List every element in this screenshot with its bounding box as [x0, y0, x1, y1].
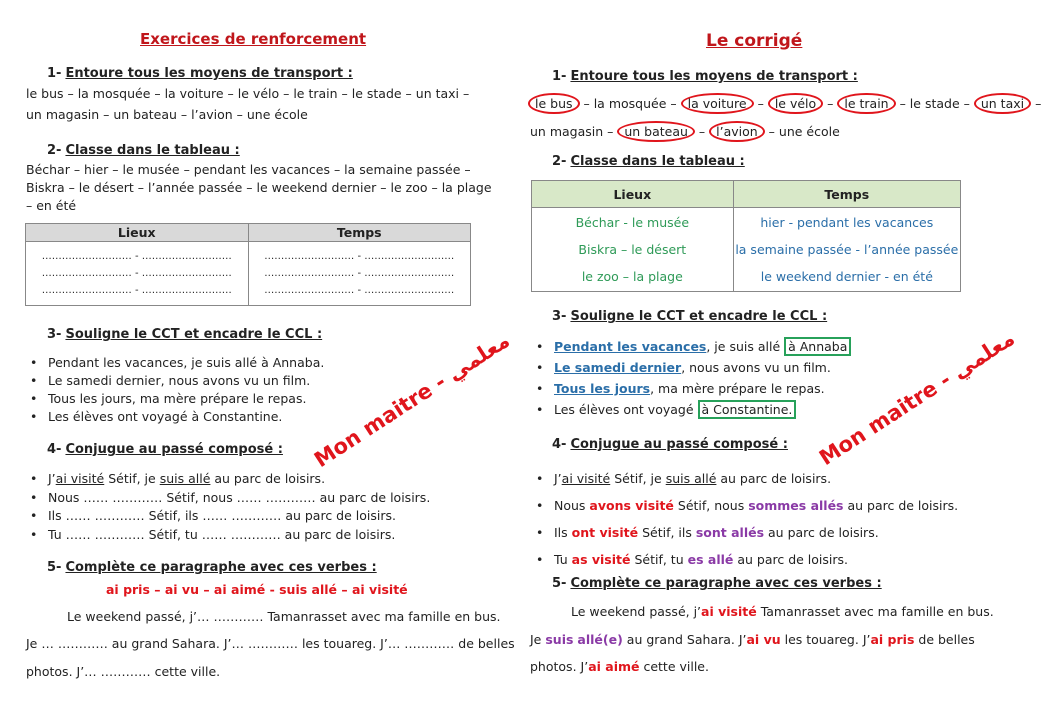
- left-s2-line2: Biskra – le désert – l’année passée – le weekend dernier – le zoo – la plage: [26, 180, 492, 195]
- left-watermark: Mon maitre - معلمي: [310, 328, 514, 473]
- right-classify-table: [531, 180, 961, 292]
- table-cell-value: Biskra – le désert: [578, 242, 687, 257]
- right-s5-p1: Le weekend passé, j’ai visité Tamanrasset avec ma famille en bus.: [571, 604, 994, 619]
- list-item: • J’ai visité Sétif, je suis allé au parc de loisirs.: [26, 470, 430, 489]
- circled-word: la voiture: [681, 93, 754, 114]
- list-item: • Le samedi dernier, nous avons vu un film.: [26, 372, 324, 390]
- left-section-1-label: Entoure tous les moyens de transport :: [65, 66, 353, 81]
- left-classify-table: [25, 223, 471, 306]
- left-s2-line1: Béchar – hier – le musée – pendant les vacances – la semaine passée –: [26, 162, 471, 177]
- table-cell-value: la semaine passée - l’année passée: [735, 242, 959, 257]
- left-section-5-heading: [47, 560, 377, 575]
- left-section-5-label: Complète ce paragraphe avec ces verbes :: [65, 560, 377, 575]
- left-s3-list: [26, 354, 324, 426]
- list-item: • Pendant les vacances, je suis allé à Annaba.: [26, 354, 324, 372]
- table-cell-value: Béchar - le musée: [575, 215, 690, 230]
- circled-word: un taxi: [974, 93, 1031, 114]
- left-section-3-heading: [47, 327, 322, 342]
- left-s2-line3: – en été: [26, 198, 77, 213]
- left-section-2-label: Classe dans le tableau :: [65, 143, 240, 158]
- list-item: • Tu as visité Sétif, tu es allé au parc de loisirs.: [532, 546, 958, 573]
- right-section-4-heading: [552, 437, 788, 452]
- right-col-lieux: Lieux: [532, 181, 734, 208]
- right-s4-list: [532, 465, 958, 573]
- left-s4-list: [26, 470, 430, 544]
- left-section-3-number: 3-: [47, 327, 62, 342]
- right-section-5-number: 5-: [552, 576, 567, 591]
- right-col-temps: Temps: [733, 181, 960, 208]
- circled-word: le vélo: [768, 93, 823, 114]
- list-item: • Ils ont visité Sétif, ils sont allés au parc de loisirs.: [532, 519, 958, 546]
- left-s1-line2: un magasin – un bateau – l’avion – une école: [26, 107, 308, 122]
- right-s1-line1: le bus – la mosquée – la voiture – le vélo – le train – le stade – un taxi –: [528, 96, 1041, 111]
- list-item: • Nous avons visité Sétif, nous sommes allés au parc de loisirs.: [532, 492, 958, 519]
- left-section-2-heading: [47, 143, 240, 158]
- circled-word: le bus: [528, 93, 580, 114]
- left-temps-blanks[interactable]: ……………………… - ……………………… ……………………… - ……………………… ……………………… - ………………………: [248, 242, 471, 306]
- right-watermark: Mon maitre - معلمي: [815, 326, 1019, 471]
- right-title: Le corrigé: [706, 31, 803, 51]
- right-section-1-number: 1-: [552, 69, 567, 84]
- list-item: • Pendant les vacances, je suis allé à Annaba: [532, 336, 851, 357]
- left-section-1-number: 1-: [47, 66, 62, 81]
- right-section-5-label: Complète ce paragraphe avec ces verbes :: [570, 576, 882, 591]
- list-item: • Le samedi dernier, nous avons vu un film.: [532, 357, 851, 378]
- left-s5-p2[interactable]: Je … ………… au grand Sahara. J’… ………… les touareg. J’… ………… de belles: [26, 636, 515, 651]
- list-item[interactable]: • Ils …… ………… Sétif, ils …… ………… au parc de loisirs.: [26, 507, 430, 526]
- left-section-5-number: 5-: [47, 560, 62, 575]
- left-col-lieux: Lieux: [26, 224, 249, 242]
- table-cell-value: le weekend dernier - en été: [760, 269, 933, 284]
- list-item: • J’ai visité Sétif, je suis allé au parc de loisirs.: [532, 465, 958, 492]
- left-section-3-label: Souligne le CCT et encadre le CCL :: [65, 327, 323, 342]
- right-lieux-cell: [532, 208, 734, 292]
- right-section-2-number: 2-: [552, 154, 567, 169]
- table-cell-value: le zoo – la plage: [581, 269, 683, 284]
- circled-word: un bateau: [617, 121, 695, 142]
- list-item[interactable]: • Nous …… ………… Sétif, nous …… ………… au parc de loisirs.: [26, 489, 430, 508]
- list-item: • Les élèves ont voyagé à Constantine.: [26, 408, 324, 426]
- left-title: Exercices de renforcement: [140, 30, 367, 48]
- right-section-3-label: Souligne le CCT et encadre le CCL :: [570, 309, 828, 324]
- left-section-2-number: 2-: [47, 143, 62, 158]
- list-item: • Tous les jours, ma mère prépare le repas.: [26, 390, 324, 408]
- left-s1-line1: le bus – la mosquée – la voiture – le vélo – le train – le stade – un taxi –: [26, 86, 470, 101]
- right-s1-line2: un magasin – un bateau – l’avion – une école: [530, 124, 840, 139]
- right-section-4-label: Conjugue au passé composé :: [570, 437, 788, 452]
- list-item[interactable]: • Tu …… ………… Sétif, tu …… ………… au parc de loisirs.: [26, 526, 430, 545]
- right-section-3-heading: [552, 309, 827, 324]
- right-section-3-number: 3-: [552, 309, 567, 324]
- right-section-1-label: Entoure tous les moyens de transport :: [570, 69, 858, 84]
- left-section-1-heading: [47, 66, 353, 81]
- left-s5-p3[interactable]: photos. J’… ………… cette ville.: [26, 664, 221, 679]
- left-section-4-heading: [47, 442, 283, 457]
- right-s5-p3: photos. J’ai aimé cette ville.: [530, 659, 709, 674]
- right-s5-p2: Je suis allé(e) au grand Sahara. J’ai vu les touareg. J’ai pris de belles: [530, 632, 975, 647]
- right-section-2-heading: [552, 154, 745, 169]
- left-lieux-blanks[interactable]: ……………………… - ……………………… ……………………… - ……………………… ……………………… - ………………………: [26, 242, 249, 306]
- list-item: • Tous les jours, ma mère prépare le repas.: [532, 378, 851, 399]
- circled-word: l’avion: [709, 121, 765, 142]
- left-s5-verbs: ai pris – ai vu – ai aimé - suis allé – ai visité: [106, 582, 408, 597]
- list-item: • Les élèves ont voyagé à Constantine.: [532, 399, 851, 420]
- left-section-4-label: Conjugue au passé composé :: [65, 442, 283, 457]
- table-cell-value: hier - pendant les vacances: [760, 215, 934, 230]
- left-section-4-number: 4-: [47, 442, 62, 457]
- right-temps-cell: [733, 208, 960, 292]
- right-section-2-label: Classe dans le tableau :: [570, 154, 745, 169]
- left-col-temps: Temps: [248, 224, 471, 242]
- circled-word: le train: [837, 93, 895, 114]
- right-section-4-number: 4-: [552, 437, 567, 452]
- right-s3-list: [532, 336, 851, 420]
- right-section-1-heading: [552, 69, 858, 84]
- right-section-5-heading: [552, 576, 882, 591]
- left-s5-p1[interactable]: Le weekend passé, j’… ………… Tamanrasset avec ma famille en bus.: [67, 609, 501, 624]
